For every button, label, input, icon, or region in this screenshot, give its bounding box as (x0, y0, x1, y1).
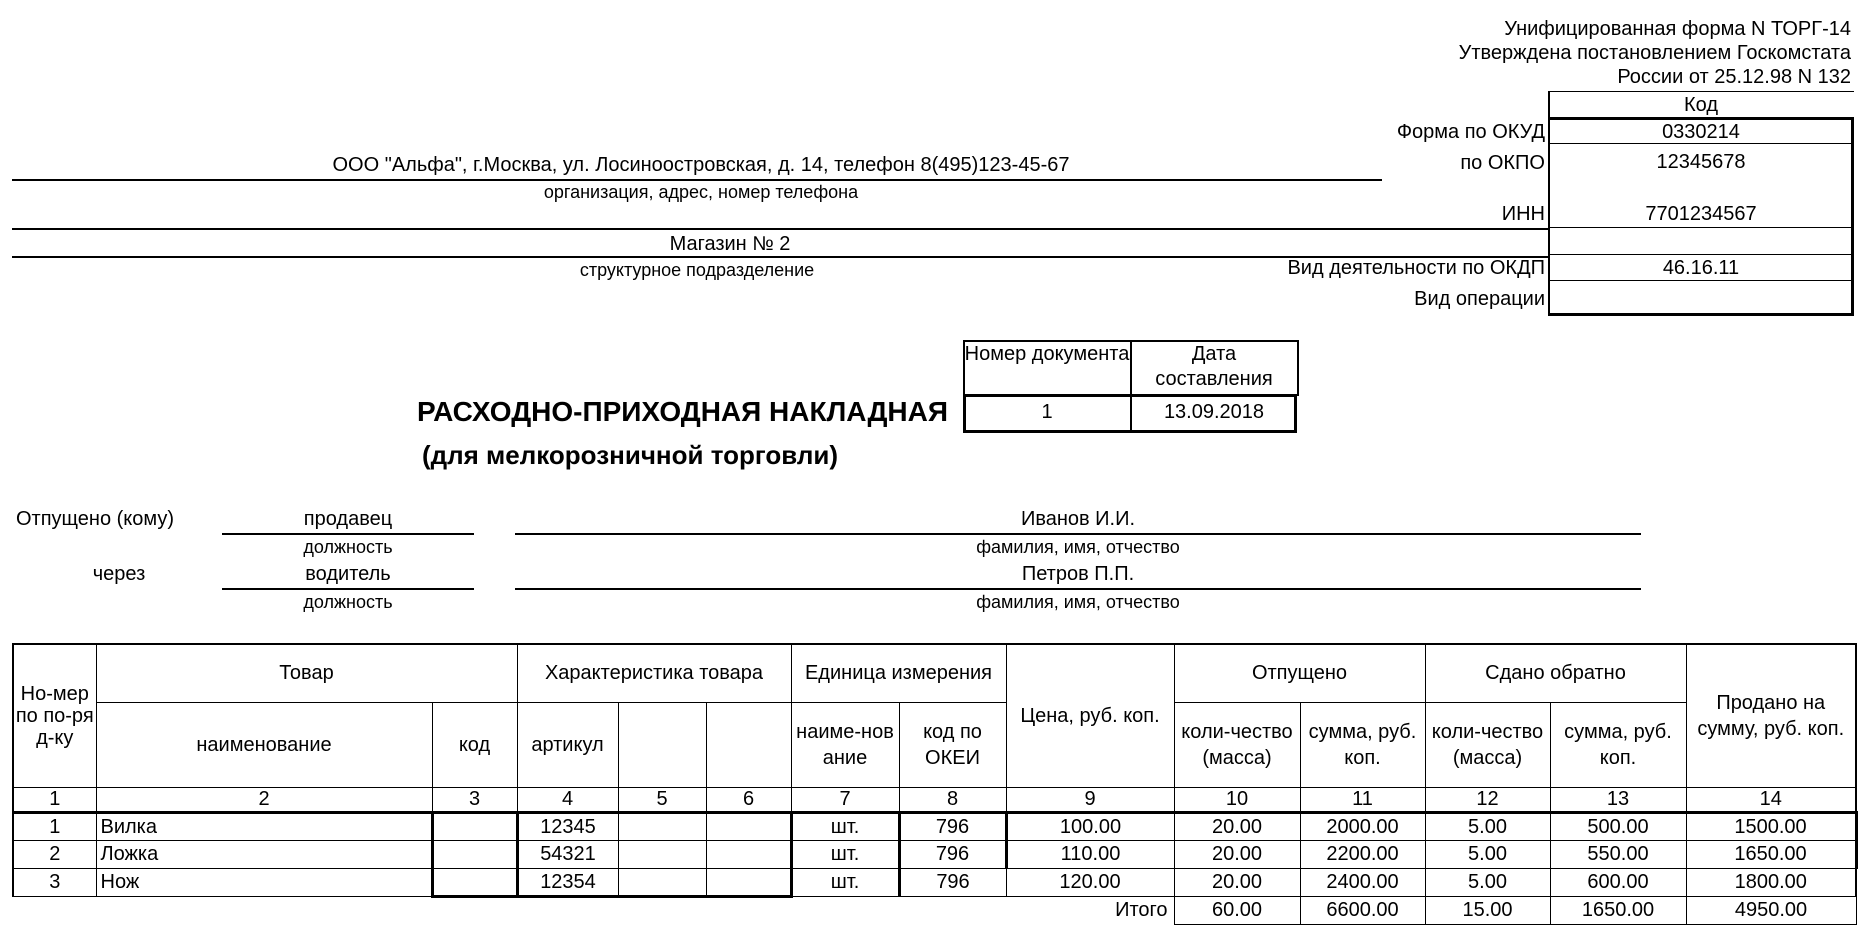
row-code (432, 840, 517, 868)
organization-caption: организация, адрес, номер телефона (543, 182, 859, 202)
row-price: 120.00 (1006, 868, 1174, 896)
codes-header: Код (1683, 94, 1718, 116)
row-price: 100.00 (1006, 812, 1174, 840)
released-to-position: продавец (303, 508, 393, 530)
row-unit: шт. (791, 868, 899, 896)
header-price: Цена, руб. коп. (1006, 644, 1174, 787)
row-unit: шт. (791, 840, 899, 868)
row-sum-out: 2000.00 (1300, 812, 1425, 840)
header-name: наименование (96, 702, 432, 787)
okpo-label: по ОКПО (1460, 152, 1545, 174)
released-to-position-caption: должность (303, 537, 393, 557)
col-number-2: 2 (96, 787, 432, 812)
row-sum-out: 2200.00 (1300, 840, 1425, 868)
col-number-8: 8 (899, 787, 1006, 812)
row-sold: 1800.00 (1686, 868, 1856, 896)
row-qty-ret: 5.00 (1425, 812, 1550, 840)
inn-label: ИНН (1501, 203, 1545, 225)
document-date-header: Дата составления (1155, 343, 1273, 390)
operation-label: Вид операции (1414, 288, 1545, 310)
released-to-name-caption: фамилия, имя, отчество (976, 537, 1180, 557)
document-number: 1 (1041, 401, 1053, 423)
row-okei: 796 (899, 868, 1006, 896)
released-to-label: Отпущено (кому) (16, 508, 175, 530)
row-article: 12345 (517, 812, 618, 840)
header-released-qty: коли-чество (масса) (1174, 702, 1300, 787)
row-col5 (618, 868, 706, 896)
col-number-11: 11 (1300, 787, 1425, 812)
table-row (13, 812, 1856, 840)
col-number-6: 6 (706, 787, 791, 812)
row-num: 1 (13, 812, 96, 840)
header-unit-name: наиме-нование (791, 702, 899, 787)
okud-value: 0330214 (1662, 121, 1740, 143)
col-number-5: 5 (618, 787, 706, 812)
header-col6 (706, 702, 791, 787)
header-article: артикул (517, 702, 618, 787)
row-col5 (618, 840, 706, 868)
row-sold: 1650.00 (1686, 840, 1856, 868)
row-code (432, 812, 517, 840)
okpo-value: 12345678 (1656, 151, 1746, 173)
total-row (13, 896, 1856, 924)
row-price: 110.00 (1006, 840, 1174, 868)
released-via-position: водитель (305, 563, 391, 585)
header-col5 (618, 702, 706, 787)
col-number-1: 1 (13, 787, 96, 812)
header-sold: Продано на сумму, руб. коп. (1686, 644, 1856, 787)
row-qty-out: 20.00 (1174, 868, 1300, 896)
col-number-14: 14 (1686, 787, 1856, 812)
row-sum-ret: 600.00 (1550, 868, 1686, 896)
released-to-name: Иванов И.И. (1020, 508, 1136, 530)
document-number-header: Номер документа (964, 343, 1130, 365)
row-name: Вилка (96, 812, 432, 840)
header-returned-sum: сумма, руб. коп. (1550, 702, 1686, 787)
row-name: Ложка (96, 840, 432, 868)
inn-value: 7701234567 (1645, 203, 1757, 225)
organization-value: ООО "Альфа", г.Москва, ул. Лосиноостровская, д. 14, телефон 8(495)123-45-67 (332, 154, 1070, 176)
released-via-name-caption: фамилия, имя, отчество (976, 592, 1180, 612)
row-qty-ret: 5.00 (1425, 840, 1550, 868)
total-qty-ret: 15.00 (1425, 896, 1550, 924)
division-caption: структурное подразделение (579, 260, 815, 280)
total-label: Итого (1006, 896, 1174, 924)
row-qty-out: 20.00 (1174, 812, 1300, 840)
row-col6 (706, 840, 791, 868)
total-qty-out: 60.00 (1174, 896, 1300, 924)
header-okei: код по ОКЕИ (899, 702, 1006, 787)
header-returned-qty: коли-чество (масса) (1425, 702, 1550, 787)
row-okei: 796 (899, 840, 1006, 868)
row-sold: 1500.00 (1686, 812, 1856, 840)
form-unified-label: Унифицированная форма N ТОРГ-14 (1504, 18, 1851, 40)
row-sum-ret: 550.00 (1550, 840, 1686, 868)
col-number-10: 10 (1174, 787, 1300, 812)
released-via-position-caption: должность (303, 592, 393, 612)
col-number-9: 9 (1006, 787, 1174, 812)
row-name: Нож (96, 868, 432, 896)
okdp-value: 46.16.11 (1662, 257, 1740, 279)
column-numbers-row (13, 787, 1856, 812)
row-sum-out: 2400.00 (1300, 868, 1425, 896)
row-code (432, 868, 517, 896)
header-characteristic: Характеристика товара (517, 644, 791, 702)
col-number-13: 13 (1550, 787, 1686, 812)
row-col5 (618, 812, 706, 840)
row-article: 54321 (517, 840, 618, 868)
header-code: код (432, 702, 517, 787)
total-sold: 4950.00 (1686, 896, 1856, 924)
released-via-label: через (92, 563, 146, 585)
row-qty-out: 20.00 (1174, 840, 1300, 868)
header-released: Отпущено (1174, 644, 1425, 702)
row-col6 (706, 868, 791, 896)
total-sum-ret: 1650.00 (1550, 896, 1686, 924)
document-date: 13.09.2018 (1163, 401, 1265, 423)
row-sum-ret: 500.00 (1550, 812, 1686, 840)
row-col6 (706, 812, 791, 840)
division-value: Магазин № 2 (669, 233, 791, 255)
header-unit: Единица измерения (791, 644, 1006, 702)
table-row (13, 840, 1856, 868)
header-num: Но-мер по по-ряд-ку (13, 644, 96, 787)
col-number-12: 12 (1425, 787, 1550, 812)
document-number-box (963, 340, 1297, 430)
form-approved-label: Утверждена постановлением Госкомстата (1458, 42, 1851, 64)
row-article: 12354 (517, 868, 618, 896)
header-released-sum: сумма, руб. коп. (1300, 702, 1425, 787)
header-returned: Сдано обратно (1425, 644, 1686, 702)
row-qty-ret: 5.00 (1425, 868, 1550, 896)
row-unit: шт. (791, 812, 899, 840)
document-subtitle: (для мелкорозничной торговли) (421, 440, 839, 470)
row-num: 2 (13, 840, 96, 868)
row-num: 3 (13, 868, 96, 896)
col-number-7: 7 (791, 787, 899, 812)
released-via-name: Петров П.П. (1021, 563, 1135, 585)
okdp-label: Вид деятельности по ОКДП (1287, 257, 1545, 279)
goods-table (12, 643, 1858, 925)
row-okei: 796 (899, 812, 1006, 840)
form-approved-date-label: России от 25.12.98 N 132 (1617, 66, 1851, 88)
okud-label: Форма по ОКУД (1396, 121, 1545, 143)
document-title: РАСХОДНО-ПРИХОДНАЯ НАКЛАДНАЯ (416, 396, 948, 427)
header-goods: Товар (96, 644, 517, 702)
total-sum-out: 6600.00 (1300, 896, 1425, 924)
table-row (13, 868, 1856, 896)
col-number-3: 3 (432, 787, 517, 812)
col-number-4: 4 (517, 787, 618, 812)
